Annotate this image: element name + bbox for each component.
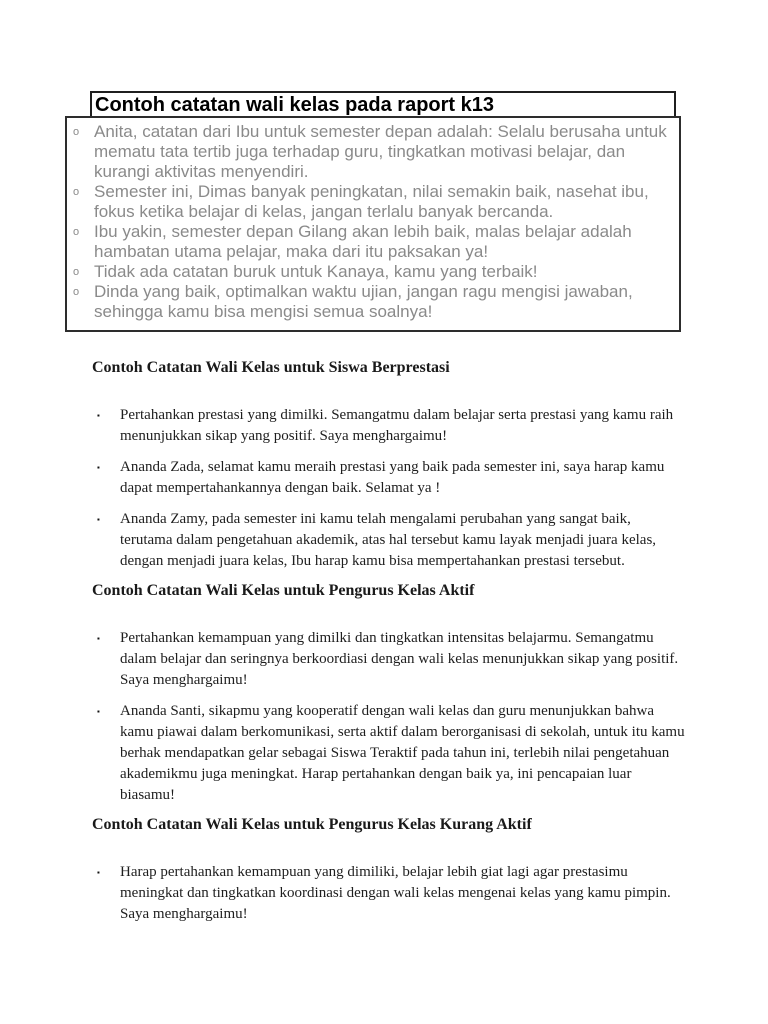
note-text: Ibu yakin, semester depan Gilang akan lebih baik, malas belajar adalah hambatan utama pelajar, maka dari itu paksakan ya!	[94, 222, 632, 261]
bullet-text: Ananda Zamy, pada semester ini kamu telah mengalami perubahan yang sangat baik, terutama dalam pengetahuan akademik, atas hal tersebut kamu layak menjadi juara kelas, dengan menjadi juara kelas, Ibu harap kamu bisa mempertahankan prestasi tersebut.	[120, 511, 657, 569]
section-heading-pengurus-kelas-kurang-aktif: Contoh Catatan Wali Kelas untuk Pengurus Kelas Kurang Aktif	[92, 816, 532, 833]
square-bullet-icon: ▪	[97, 463, 100, 472]
note-list-item	[67, 262, 671, 282]
bullet-item	[92, 862, 686, 925]
document-body	[92, 359, 686, 925]
bullet-item	[92, 457, 686, 499]
note-list-item	[67, 282, 671, 322]
bullet-text: Pertahankan kemampuan yang dimilki dan tingkatkan intensitas belajarmu. Semangatmu dalam belajar dan seringnya berkoordiasi dengan wali kelas menunjukkan sikap yang positif. Saya menghargaimu!	[120, 630, 679, 688]
note-text: Tidak ada catatan buruk untuk Kanaya, kamu yang terbaik!	[94, 262, 538, 281]
square-bullet-icon: ▪	[97, 634, 100, 643]
bullet-item	[92, 701, 686, 806]
square-bullet-icon: ▪	[97, 868, 100, 877]
circle-bullet-icon: o	[73, 226, 80, 238]
note-list-item	[67, 222, 671, 262]
teacher-notes-box	[65, 116, 681, 332]
circle-bullet-icon: o	[73, 126, 80, 138]
note-list-item	[67, 182, 671, 222]
bullet-text: Harap pertahankan kemampuan yang dimiliki, belajar lebih giat lagi agar prestasimu meningkat dan tingkatkan koordinasi dengan wali kelas mengenai kelas yang kamu pimpin. Saya menghargaimu!	[120, 864, 671, 922]
section-heading-pengurus-kelas-aktif: Contoh Catatan Wali Kelas untuk Pengurus Kelas Aktif	[92, 582, 475, 599]
bullet-text: Pertahankan prestasi yang dimilki. Semangatmu dalam belajar serta prestasi yang kamu raih menunjukkan sikap yang positif. Saya menghargaimu!	[120, 407, 674, 444]
note-text: Anita, catatan dari Ibu untuk semester depan adalah: Selalu berusaha untuk mematu tata tertib juga terhadap guru, tingkatkan motivasi belajar, dan kurangi aktivitas menyendiri.	[94, 122, 667, 181]
document-title-box	[90, 91, 676, 116]
square-bullet-icon: ▪	[97, 515, 100, 524]
bullet-text: Ananda Santi, sikapmu yang kooperatif dengan wali kelas dan guru menunjukkan bahwa kamu piawai dalam berkomunikasi, serta aktif dalam berorganisasi di sekolah, untuk itu kamu berhak mendapatkan gelar sebagai Siswa Teraktif pada tahun ini, terlebih nilai pengetahuan akademikmu juga meningkat. Harap pertahankan dengan baik ya, ini pencapaian luar biasamu!	[120, 703, 685, 803]
circle-bullet-icon: o	[73, 186, 80, 198]
square-bullet-icon: ▪	[97, 707, 100, 716]
note-text: Semester ini, Dimas banyak peningkatan, nilai semakin baik, nasehat ibu, fokus ketika belajar di kelas, jangan terlalu banyak bercanda.	[94, 182, 649, 221]
square-bullet-icon: ▪	[97, 411, 100, 420]
document-title: Contoh catatan wali kelas pada raport k13	[95, 94, 495, 116]
bullet-item	[92, 405, 686, 447]
section-heading-siswa-berprestasi: Contoh Catatan Wali Kelas untuk Siswa Berprestasi	[92, 359, 450, 376]
bullet-text: Ananda Zada, selamat kamu meraih prestasi yang baik pada semester ini, saya harap kamu dapat mempertahankannya dengan baik. Selamat ya !	[120, 459, 665, 496]
bullet-item	[92, 628, 686, 691]
circle-bullet-icon: o	[73, 266, 80, 278]
bullet-item	[92, 509, 686, 572]
circle-bullet-icon: o	[73, 286, 80, 298]
note-text: Dinda yang baik, optimalkan waktu ujian, jangan ragu mengisi jawaban, sehingga kamu bisa mengisi semua soalnya!	[94, 282, 633, 321]
note-list-item	[67, 122, 671, 182]
